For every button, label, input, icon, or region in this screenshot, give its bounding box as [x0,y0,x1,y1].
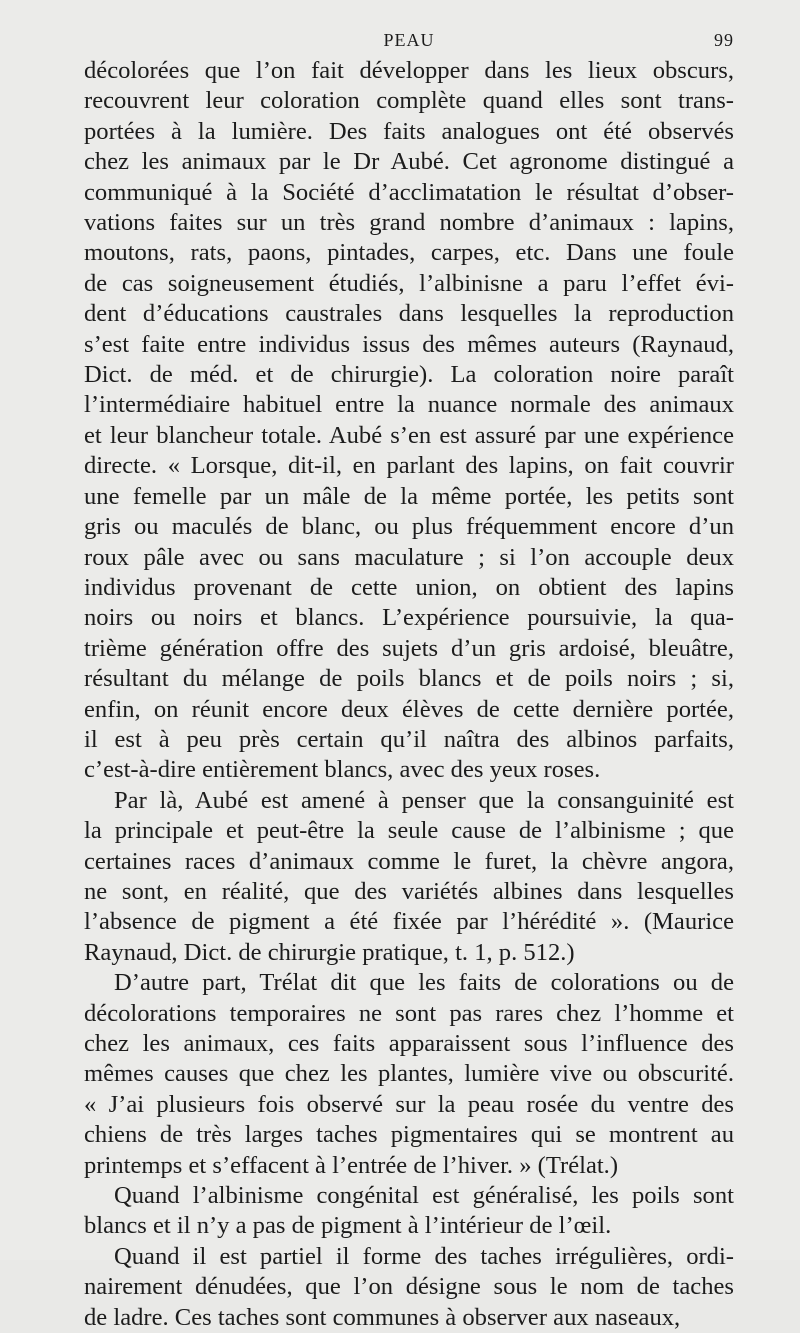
text-line: printemps et s’effacent à l’entrée de l’hiver. » (Trélat.) [84,1151,619,1179]
text-line: de cas soigneusement étudiés, l’albinisne a paru l’effet évi- [84,269,734,297]
text-line: Dict. de méd. et de chirurgie). La coloration noire paraît [84,361,734,389]
text-line: il est à peu près certain qu’il naîtra des albinos parfaits, [84,725,734,753]
text-line: décolorées que l’on fait développer dans les lieux obscurs, [84,57,734,84]
text-line: D’autre part, Trélat dit que les faits de colorations ou de [114,969,734,997]
text-line: Quand l’albinisme congénital est généralisé, les poils sont [114,1182,734,1210]
text-line: noirs ou noirs et blancs. L’expérience poursuivie, la qua- [84,604,734,632]
text-line: enfin, on réunit encore deux élèves de cette dernière portée, [84,695,734,723]
text-line: blancs et il n’y a pas de pigment à l’intérieur de l’œil. [84,1212,612,1240]
text-line: recouvrent leur coloration complète quand elles sont trans- [84,87,734,115]
text-line: trième génération offre des sujets d’un gris ardoisé, bleuâtre, [84,634,734,662]
text-line: c’est-à-dire entièrement blancs, avec des yeux roses. [84,756,601,784]
running-head [84,30,734,56]
paragraph [84,1181,734,1242]
page-number: 99 [714,30,734,50]
text-line: vations faites sur un très grand nombre d’animaux : lapins, [84,209,734,237]
text-line: Raynaud, Dict. de chirurgie pratique, t. 1, p. 512.) [84,938,575,966]
running-title: PEAU [383,30,435,50]
paragraph [84,968,734,1181]
text-line: s’est faite entre individus issus des mêmes auteurs (Raynaud, [84,330,734,358]
text-line: chez les animaux, ces faits apparaissent sous l’influence des [84,1030,734,1057]
text-line: décolorations temporaires ne sont pas rares chez l’homme et [84,999,734,1027]
text-line: nairement dénudées, que l’on désigne sous le nom de taches [84,1273,734,1301]
text-line: « J’ai plusieurs fois observé sur la peau rosée du ventre des [84,1090,734,1118]
text-line: roux pâle avec ou sans maculature ; si l’on accouple deux [84,543,734,571]
text-line: gris ou maculés de blanc, ou plus fréquemment encore d’un [84,513,734,541]
text-line: chez les animaux par le Dr Aubé. Cet agronome distingué a [84,148,734,176]
text-line: communiqué à la Société d’acclimatation le résultat d’obser- [84,178,734,206]
paragraph [84,56,734,786]
text-line: directe. « Lorsque, dit-il, en parlant des lapins, on fait couvrir [84,452,734,480]
body-text [84,56,734,1333]
text-line: moutons, rats, paons, pintades, carpes, etc. Dans une foule [84,239,734,267]
text-line: une femelle par un mâle de la même portée, les petits sont [84,482,734,510]
text-line: chiens de très larges taches pigmentaires qui se montrent au [84,1121,734,1149]
paragraph [84,786,734,968]
text-line: et leur blancheur totale. Aubé s’en est assuré par une expérience [84,421,734,449]
text-line: de ladre. Ces taches sont communes à observer aux naseaux, [84,1303,681,1331]
text-line: portées à la lumière. Des faits analogues ont été observés [84,117,734,145]
text-line: résultant du mélange de poils blancs et de poils noirs ; si, [84,665,734,693]
text-line: certaines races d’animaux comme le furet, la chèvre angora, [84,847,734,875]
text-line: l’intermédiaire habituel entre la nuance normale des animaux [84,391,734,419]
text-line: la principale et peut-être la seule cause de l’albinisme ; que [84,817,734,845]
text-line: Par là, Aubé est amené à penser que la consanguinité est [114,786,734,814]
text-line: ne sont, en réalité, que des variétés albines dans lesquelles [84,877,734,905]
text-line: Quand il est partiel il forme des taches irrégulières, ordi- [114,1242,734,1270]
text-line: l’absence de pigment a été fixée par l’hérédité ». (Maurice [84,908,734,936]
text-line: mêmes causes que chez les plantes, lumière vive ou obscurité. [84,1060,734,1088]
text-line: individus provenant de cette union, on obtient des lapins [84,573,734,601]
paragraph [84,1242,734,1333]
text-line: dent d’éducations caustrales dans lesquelles la reproduction [84,300,734,328]
